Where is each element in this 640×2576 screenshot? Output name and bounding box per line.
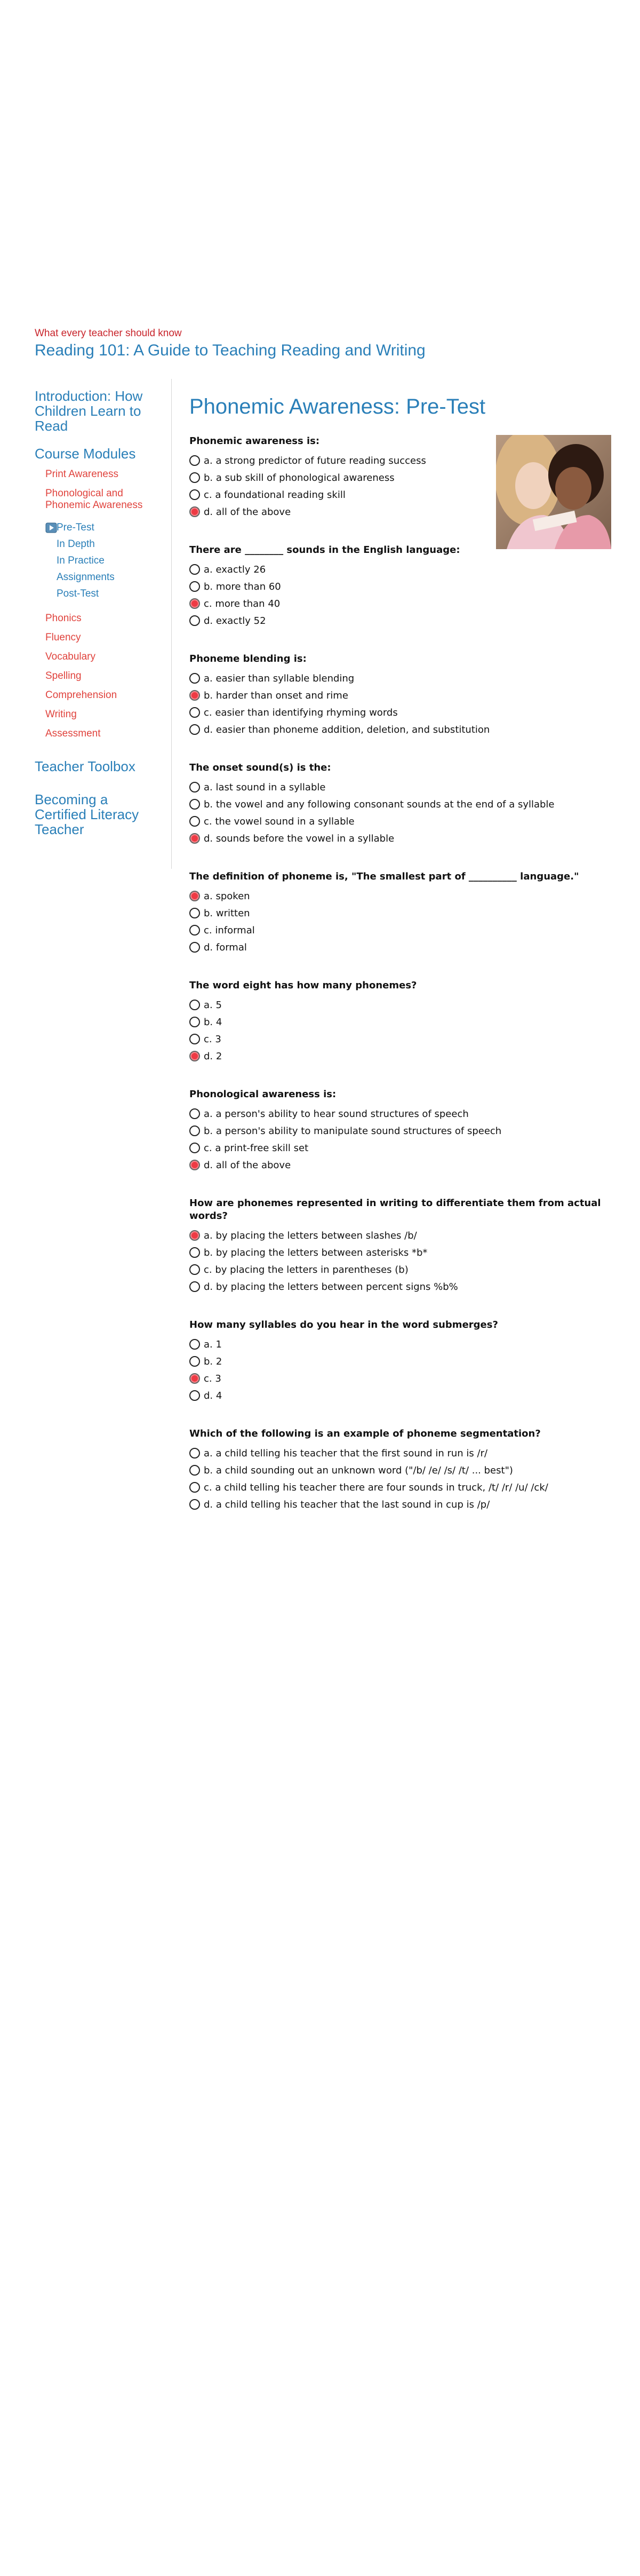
quiz-question [189,1428,616,1513]
answer-option[interactable] [189,887,616,905]
current-page-arrow-icon [45,522,57,533]
sidebar-item-writing[interactable]: Writing [45,709,77,720]
answer-option-label: c. a child telling his teacher there are four sounds in truck, /t/ /r/ /u/ /ck/ [204,1481,548,1493]
answer-option-label: b. a child sounding out an unknown word ("/b/ /e/ /s/ /t/ ... best") [204,1464,513,1476]
answer-option[interactable] [189,996,616,1013]
answer-option[interactable] [189,779,616,796]
quiz-question [189,870,616,956]
answer-option[interactable] [189,503,488,520]
answer-option-label: a. exactly 26 [204,564,266,575]
answer-option-label: d. formal [204,941,247,953]
radio-icon[interactable] [189,564,200,575]
radio-icon[interactable] [189,799,200,810]
answer-option-label: b. 2 [204,1356,222,1367]
answer-option[interactable] [189,1156,616,1174]
sidebar-item-phonological-awareness[interactable]: Phonological and Phonemic Awareness [45,488,143,511]
question-text: The definition of phoneme is, "The smallest part of __________ language." [189,871,579,882]
answer-option[interactable] [189,721,616,738]
radio-icon[interactable] [189,1000,200,1010]
sidebar-subitem-assignments[interactable]: Assignments [57,572,115,583]
sidebar-subitem-post-test[interactable]: Post-Test [57,588,99,599]
answer-option-label: c. 3 [204,1033,221,1045]
sidebar-item-vocabulary[interactable]: Vocabulary [45,651,96,662]
answer-option-label: a. by placing the letters between slashes /b/ [204,1230,417,1241]
answer-option[interactable] [189,1227,616,1244]
radio-icon[interactable] [189,707,200,718]
answer-option-label: d. exactly 52 [204,615,266,627]
answer-option-label: c. informal [204,924,255,936]
answer-option[interactable] [189,1353,616,1370]
radio-selected-icon[interactable] [189,891,200,901]
answer-option-label: d. 4 [204,1390,222,1401]
answer-option-label: b. by placing the letters between asterisks *b* [204,1247,428,1258]
sidebar-item-course-modules[interactable]: Course Modules [35,446,136,462]
quiz-question [189,762,616,847]
radio-icon[interactable] [189,925,200,936]
radio-icon[interactable] [189,1482,200,1493]
answer-option[interactable] [189,452,488,469]
answer-option[interactable] [189,612,616,629]
answer-option-label: a. a child telling his teacher that the first sound in run is /r/ [204,1447,488,1459]
sidebar-item-spelling[interactable]: Spelling [45,670,82,681]
quiz-question [189,1197,616,1295]
answer-option-label: a. 5 [204,999,222,1011]
quiz-question [189,653,616,738]
sidebar-item-certified-teacher[interactable]: Becoming a Certified Literacy Teacher [35,791,139,837]
answer-option[interactable] [189,1244,616,1261]
radio-icon[interactable] [189,724,200,735]
answer-option-label: a. last sound in a syllable [204,781,326,793]
question-text: Phonemic awareness is: [189,435,320,447]
quiz-question [189,979,616,1065]
answer-option[interactable] [189,1387,616,1404]
answer-option[interactable] [189,486,488,503]
question-text: Which of the following is an example of phoneme segmentation? [189,1428,541,1439]
answer-option[interactable] [189,704,616,721]
answer-option[interactable] [189,905,616,922]
question-text: How many syllables do you hear in the word submerges? [189,1319,498,1330]
answer-option-label: a. easier than syllable blending [204,672,355,684]
answer-option-label: c. more than 40 [204,598,281,609]
sidebar-nav [35,389,152,850]
sidebar-subitem-pre-test[interactable] [35,522,152,534]
answer-option-label: b. harder than onset and rime [204,689,348,701]
radio-icon[interactable] [189,472,200,483]
sidebar-item-phonics[interactable]: Phonics [45,613,82,624]
radio-icon[interactable] [189,1465,200,1476]
radio-icon[interactable] [189,673,200,684]
answer-option[interactable] [189,1105,616,1122]
answer-option-label: d. sounds before the vowel in a syllable [204,833,395,844]
sidebar-item-print-awareness[interactable]: Print Awareness [45,469,118,480]
radio-icon[interactable] [189,1125,200,1136]
answer-option[interactable] [189,1261,616,1278]
answer-option[interactable] [189,1013,616,1031]
radio-icon[interactable] [189,1281,200,1292]
answer-option-label: d. a child telling his teacher that the last sound in cup is /p/ [204,1499,490,1510]
radio-icon[interactable] [189,908,200,918]
sidebar-divider [171,379,172,869]
radio-icon[interactable] [189,455,200,466]
answer-option[interactable] [189,1445,616,1462]
radio-selected-icon[interactable] [189,1373,200,1384]
radio-icon[interactable] [189,1390,200,1401]
answer-option-label: b. the vowel and any following consonant sounds at the end of a syllable [204,798,555,810]
question-text: Phonological awareness is: [189,1089,337,1100]
radio-icon[interactable] [189,1448,200,1459]
radio-icon[interactable] [189,1356,200,1367]
answer-option-label: b. a person's ability to manipulate sound structures of speech [204,1125,502,1137]
answer-option-label: b. 4 [204,1016,222,1028]
answer-option[interactable] [189,595,616,612]
radio-icon[interactable] [189,1339,200,1350]
question-text: The word eight has how many phonemes? [189,980,417,991]
site-tagline: What every teacher should know [35,328,182,339]
radio-icon[interactable] [189,1034,200,1044]
radio-selected-icon[interactable] [189,506,200,517]
answer-option-label: b. more than 60 [204,581,281,592]
quiz-question [189,1088,616,1174]
page-title: Phonemic Awareness: Pre-Test [189,395,486,418]
answer-option[interactable] [189,813,616,830]
sidebar-item-fluency[interactable]: Fluency [45,632,81,643]
radio-icon[interactable] [189,1143,200,1153]
sidebar-subitem-label: Pre-Test [57,522,94,533]
answer-option-label: b. written [204,907,250,919]
answer-option[interactable] [189,1031,616,1048]
answer-option-label: c. the vowel sound in a syllable [204,815,355,827]
sidebar-item-introduction[interactable]: Introduction: How Children Learn to Read [35,388,143,434]
answer-option[interactable] [189,578,616,595]
answer-option[interactable] [189,1139,616,1156]
radio-icon[interactable] [189,1108,200,1119]
answer-option[interactable] [189,922,616,939]
sidebar-subitem-in-practice[interactable]: In Practice [57,555,105,566]
answer-option[interactable] [189,670,616,687]
question-text: There are ________ sounds in the English language: [189,544,460,556]
radio-selected-icon[interactable] [189,1230,200,1241]
radio-selected-icon[interactable] [189,1051,200,1061]
answer-option[interactable] [189,1479,616,1496]
radio-selected-icon[interactable] [189,598,200,609]
radio-icon[interactable] [189,1247,200,1258]
answer-option-label: d. 2 [204,1050,222,1062]
answer-option-label: c. easier than identifying rhyming words [204,707,398,718]
radio-icon[interactable] [189,782,200,792]
quiz [189,435,616,1536]
answer-option-label: c. by placing the letters in parentheses (b) [204,1264,409,1275]
quiz-question [189,1319,616,1404]
sidebar-subitem-in-depth[interactable]: In Depth [57,538,95,550]
answer-option[interactable] [189,1048,616,1065]
answer-option[interactable] [189,1336,616,1353]
site-title[interactable]: Reading 101: A Guide to Teaching Reading and Writing [35,342,426,359]
radio-icon[interactable] [189,1017,200,1027]
answer-option[interactable] [189,1462,616,1479]
sidebar-item-comprehension[interactable]: Comprehension [45,689,117,701]
radio-icon[interactable] [189,615,200,626]
answer-option[interactable] [189,561,616,578]
question-text: How are phonemes represented in writing to differentiate them from actual words? [189,1198,601,1222]
question-text: The onset sound(s) is the: [189,762,331,773]
answer-option-label: d. all of the above [204,506,291,518]
answer-option-label: a. a person's ability to hear sound structures of speech [204,1108,469,1120]
sidebar-item-teacher-toolbox[interactable]: Teacher Toolbox [35,758,135,774]
radio-selected-icon[interactable] [189,690,200,701]
answer-option[interactable] [189,1122,616,1139]
answer-option[interactable] [189,939,616,956]
answer-option-label: a. a strong predictor of future reading success [204,455,426,466]
radio-icon[interactable] [189,816,200,827]
answer-option[interactable] [189,796,616,813]
answer-option-label: d. all of the above [204,1159,291,1171]
quiz-question [189,435,488,520]
quiz-question [189,544,616,629]
answer-option-label: c. 3 [204,1373,221,1384]
radio-selected-icon[interactable] [189,833,200,844]
radio-selected-icon[interactable] [189,1160,200,1170]
answer-option-label: a. 1 [204,1338,222,1350]
answer-option[interactable] [189,830,616,847]
answer-option-label: c. a foundational reading skill [204,489,346,501]
question-text: Phoneme blending is: [189,653,307,664]
radio-icon[interactable] [189,489,200,500]
answer-option[interactable] [189,1278,616,1295]
answer-option-label: d. by placing the letters between percent signs %b% [204,1281,458,1293]
radio-icon[interactable] [189,942,200,953]
answer-option-label: b. a sub skill of phonological awareness [204,472,395,484]
answer-option-label: a. spoken [204,890,250,902]
answer-option-label: c. a print-free skill set [204,1142,309,1154]
radio-icon[interactable] [189,1264,200,1275]
answer-option[interactable] [189,1496,616,1513]
answer-option-label: d. easier than phoneme addition, deletion, and substitution [204,724,490,735]
answer-option[interactable] [189,1370,616,1387]
answer-option[interactable] [189,687,616,704]
radio-icon[interactable] [189,1499,200,1510]
radio-icon[interactable] [189,581,200,592]
sidebar-item-assessment[interactable]: Assessment [45,728,101,739]
answer-option[interactable] [189,469,488,486]
